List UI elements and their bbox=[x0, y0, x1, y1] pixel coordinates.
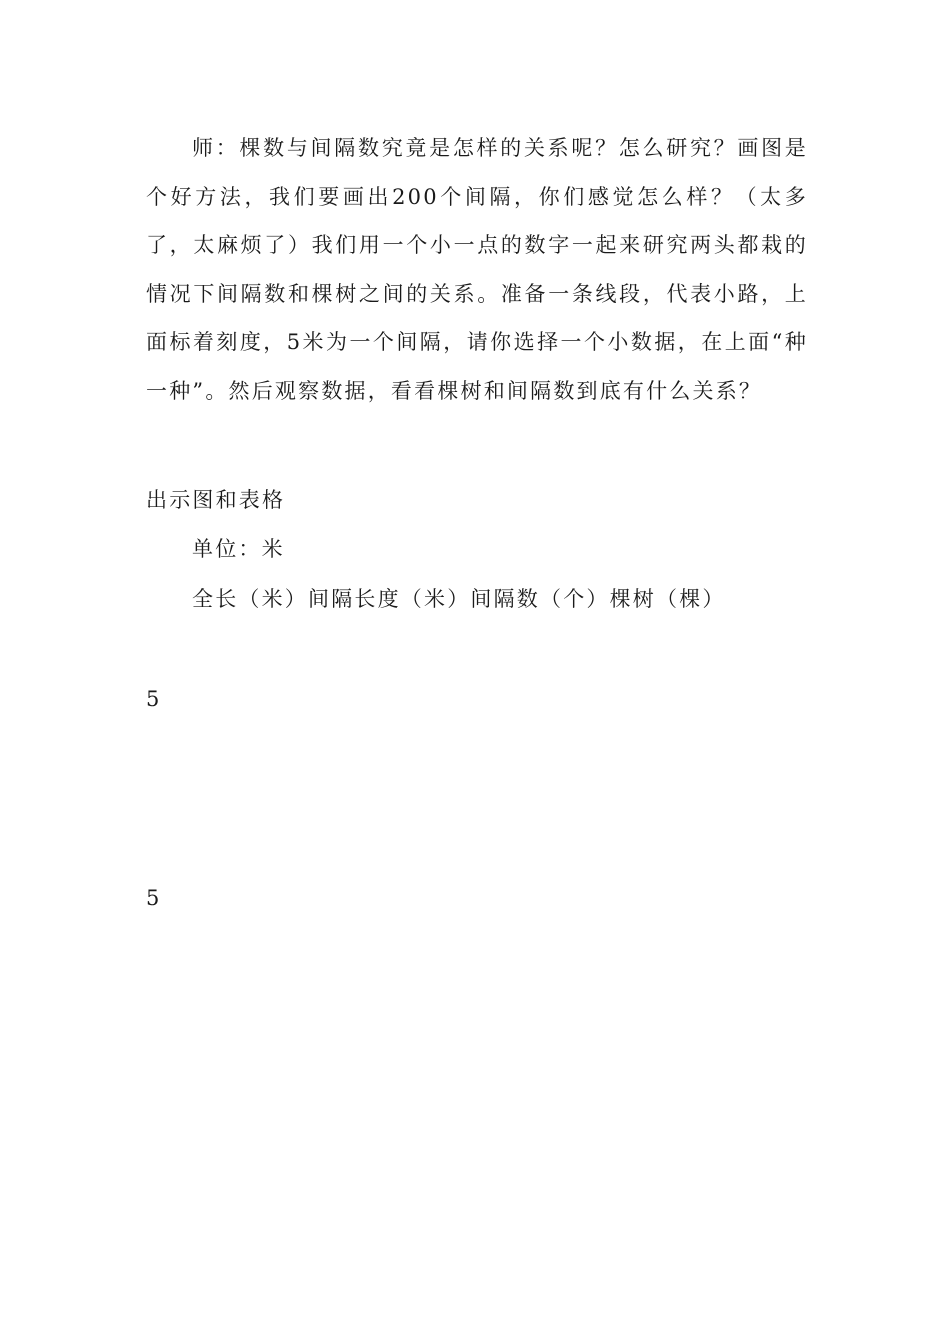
table-value-first: 5 bbox=[146, 687, 162, 711]
show-figure-heading: 出示图和表格 bbox=[146, 488, 286, 512]
table-value-second: 5 bbox=[146, 886, 162, 910]
unit-label: 单位：米 bbox=[192, 537, 285, 561]
table-header-row: 全长（米）间隔长度（米）间隔数（个）棵树（棵） bbox=[192, 587, 726, 611]
body-paragraph: 师：棵数与间隔数究竟是怎样的关系呢？怎么研究？画图是个好方法，我们要画出200个间隔，你们感觉怎么样？（太多了，太麻烦了）我们用一个小一点的数字一起来研究两头都栽的情况下间隔数和棵树之间的关系。准备一条线段，代表小路，上面标着刻度，5米为一个间隔，请你选择一个小数据，在上面“种一种”。然后观察数据，看看棵树和间隔数到底有什么关系？ bbox=[146, 136, 808, 403]
